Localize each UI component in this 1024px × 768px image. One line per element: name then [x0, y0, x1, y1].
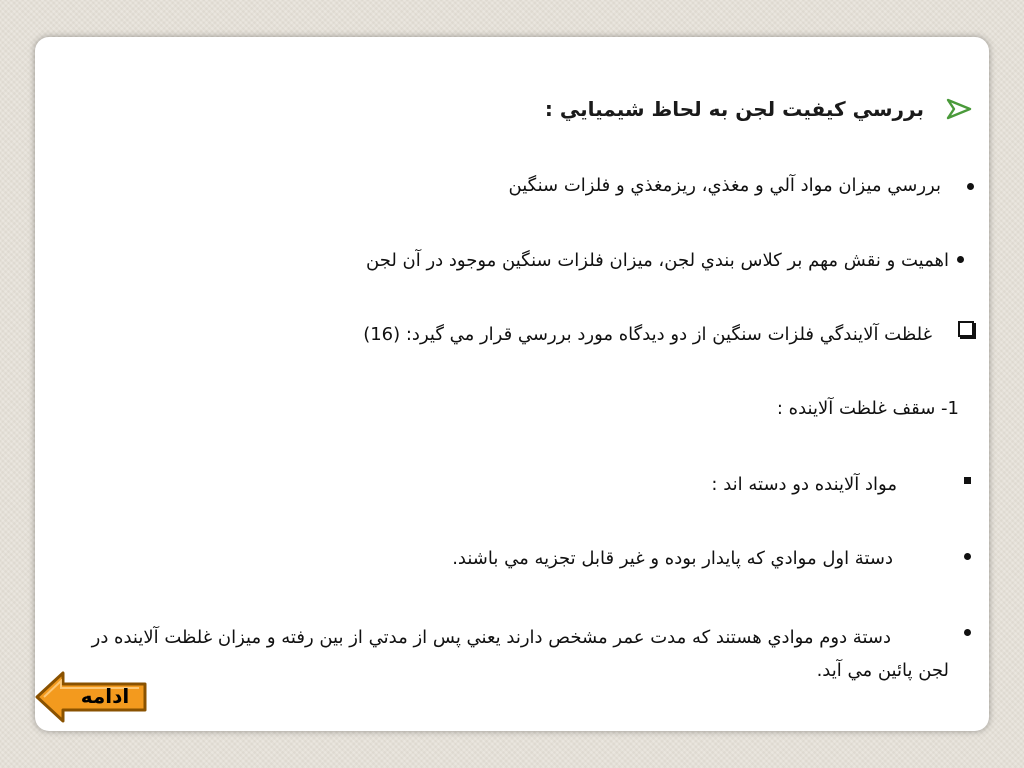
- continue-label: ادامه: [80, 684, 130, 708]
- slide-title: بررسي كيفيت لجن به لحاظ شيميايي :: [544, 97, 924, 121]
- numbered-heading: 1- سقف غلظت آلاينده :: [776, 398, 959, 419]
- bullet-dot-icon: [964, 629, 971, 636]
- list-item: غلظت آلايندگي فلزات سنگين از دو ديدگاه مورد بررسي قرار مي گيرد: (16): [363, 324, 932, 345]
- arrow-right-icon: [945, 97, 973, 121]
- continue-button[interactable]: [35, 669, 149, 725]
- checkbox-bullet-icon: [958, 321, 974, 337]
- bullet-dot-icon: [964, 553, 971, 560]
- list-item: بررسي ميزان مواد آلي و مغذي، ريزمغذي و فلزات سنگين: [508, 175, 941, 196]
- bullet-dot-icon: [957, 256, 964, 263]
- list-item: اهميت و نقش مهم بر كلاس بندي لجن، ميزان فلزات سنگين موجود در آن لجن: [366, 250, 949, 271]
- list-item: دستة دوم موادي هستند كه مدت عمر مشخص دارند يعني پس از مدتي از بين رفته و ميزان غلظت آلاينده در لجن پائين مي آيد.: [91, 627, 949, 681]
- bullet-dot-icon: [967, 183, 974, 190]
- list-item: دستة اول موادي كه پايدار بوده و غير قابل تجزيه مي باشند.: [452, 548, 893, 569]
- list-item: مواد آلاينده دو دسته اند :: [711, 474, 897, 495]
- bullet-square-icon: [964, 477, 971, 484]
- slide-card: [35, 37, 989, 731]
